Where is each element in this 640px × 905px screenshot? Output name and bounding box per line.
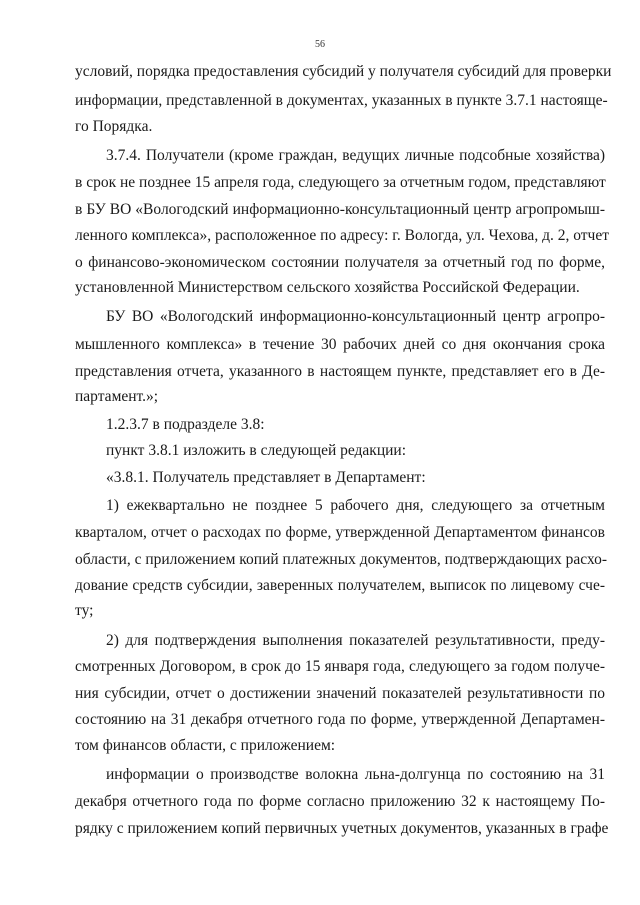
text-line: ния субсидии, отчет о достижении значений показателей результативности по — [75, 685, 605, 702]
text-line: установленной Министерством сельского хозяйства Российской Федерации. — [75, 279, 580, 296]
text-line: 3.7.4. Получатели (кроме граждан, ведущих личные подсобные хозяйства) — [106, 147, 605, 164]
page-number: 56 — [315, 39, 325, 50]
text-line: в срок не позднее 15 апреля года, следующего за отчетным годом, представляют — [75, 174, 606, 191]
text-line: БУ ВО «Вологодский информационно-консультационный центр агропро- — [106, 308, 605, 325]
text-line: пункт 3.8.1 изложить в следующей редакции: — [106, 442, 407, 459]
text-line: ленного комплекса», расположенное по адресу: г. Вологда, ул. Чехова, д. 2, отчет — [75, 227, 609, 244]
text-line: партамент.»; — [75, 388, 159, 405]
text-line: в БУ ВО «Вологодский информационно-консультационный центр агропромыш- — [75, 201, 605, 218]
text-line: условий, порядка предоставления субсидий у получателя субсидий для проверки — [75, 63, 612, 80]
text-line: состоянию на 31 декабря отчетного года по форме, утвержденной Департамен- — [75, 711, 605, 728]
text-line: области, с приложением копий платежных документов, подтверждающих расхо- — [75, 551, 608, 568]
text-line: о финансово-экономическом состоянии получателя за отчетный год по форме, — [75, 254, 605, 271]
text-line: кварталом, отчет о расходах по форме, утвержденной Департаментом финансов — [75, 524, 605, 541]
text-line: «3.8.1. Получатель представляет в Департамент: — [106, 469, 426, 486]
text-line: мышленного комплекса» в течение 30 рабочих дней со дня окончания срока — [75, 336, 605, 353]
text-line: том финансов области, с приложением: — [75, 737, 336, 754]
text-line: рядку с приложением копий первичных учетных документов, указанных в графе — [75, 820, 609, 837]
text-line: дование средств субсидии, заверенных получателем, выписок по лицевому сче- — [75, 577, 605, 594]
text-line: декабря отчетного года по форме согласно приложению 32 к настоящему По- — [75, 793, 605, 810]
text-line: 2) для подтверждения выполнения показателей результативности, преду- — [106, 632, 605, 649]
text-line: информации, представленной в документах, указанных в пункте 3.7.1 настояще- — [75, 92, 608, 109]
text-line: го Порядка. — [75, 118, 153, 135]
text-line: информации о производстве волокна льна-долгунца по состоянию на 31 — [106, 766, 605, 783]
text-line: 1.2.3.7 в подразделе 3.8: — [106, 416, 265, 433]
text-line: представления отчета, указанного в настоящем пункте, представляет его в Де- — [75, 363, 605, 380]
text-line: ту; — [75, 602, 94, 619]
text-line: смотренных Договором, в срок до 15 января года, следующего за годом получе- — [75, 658, 605, 675]
text-line: 1) ежеквартально не позднее 5 рабочего дня, следующего за отчетным — [106, 497, 605, 514]
